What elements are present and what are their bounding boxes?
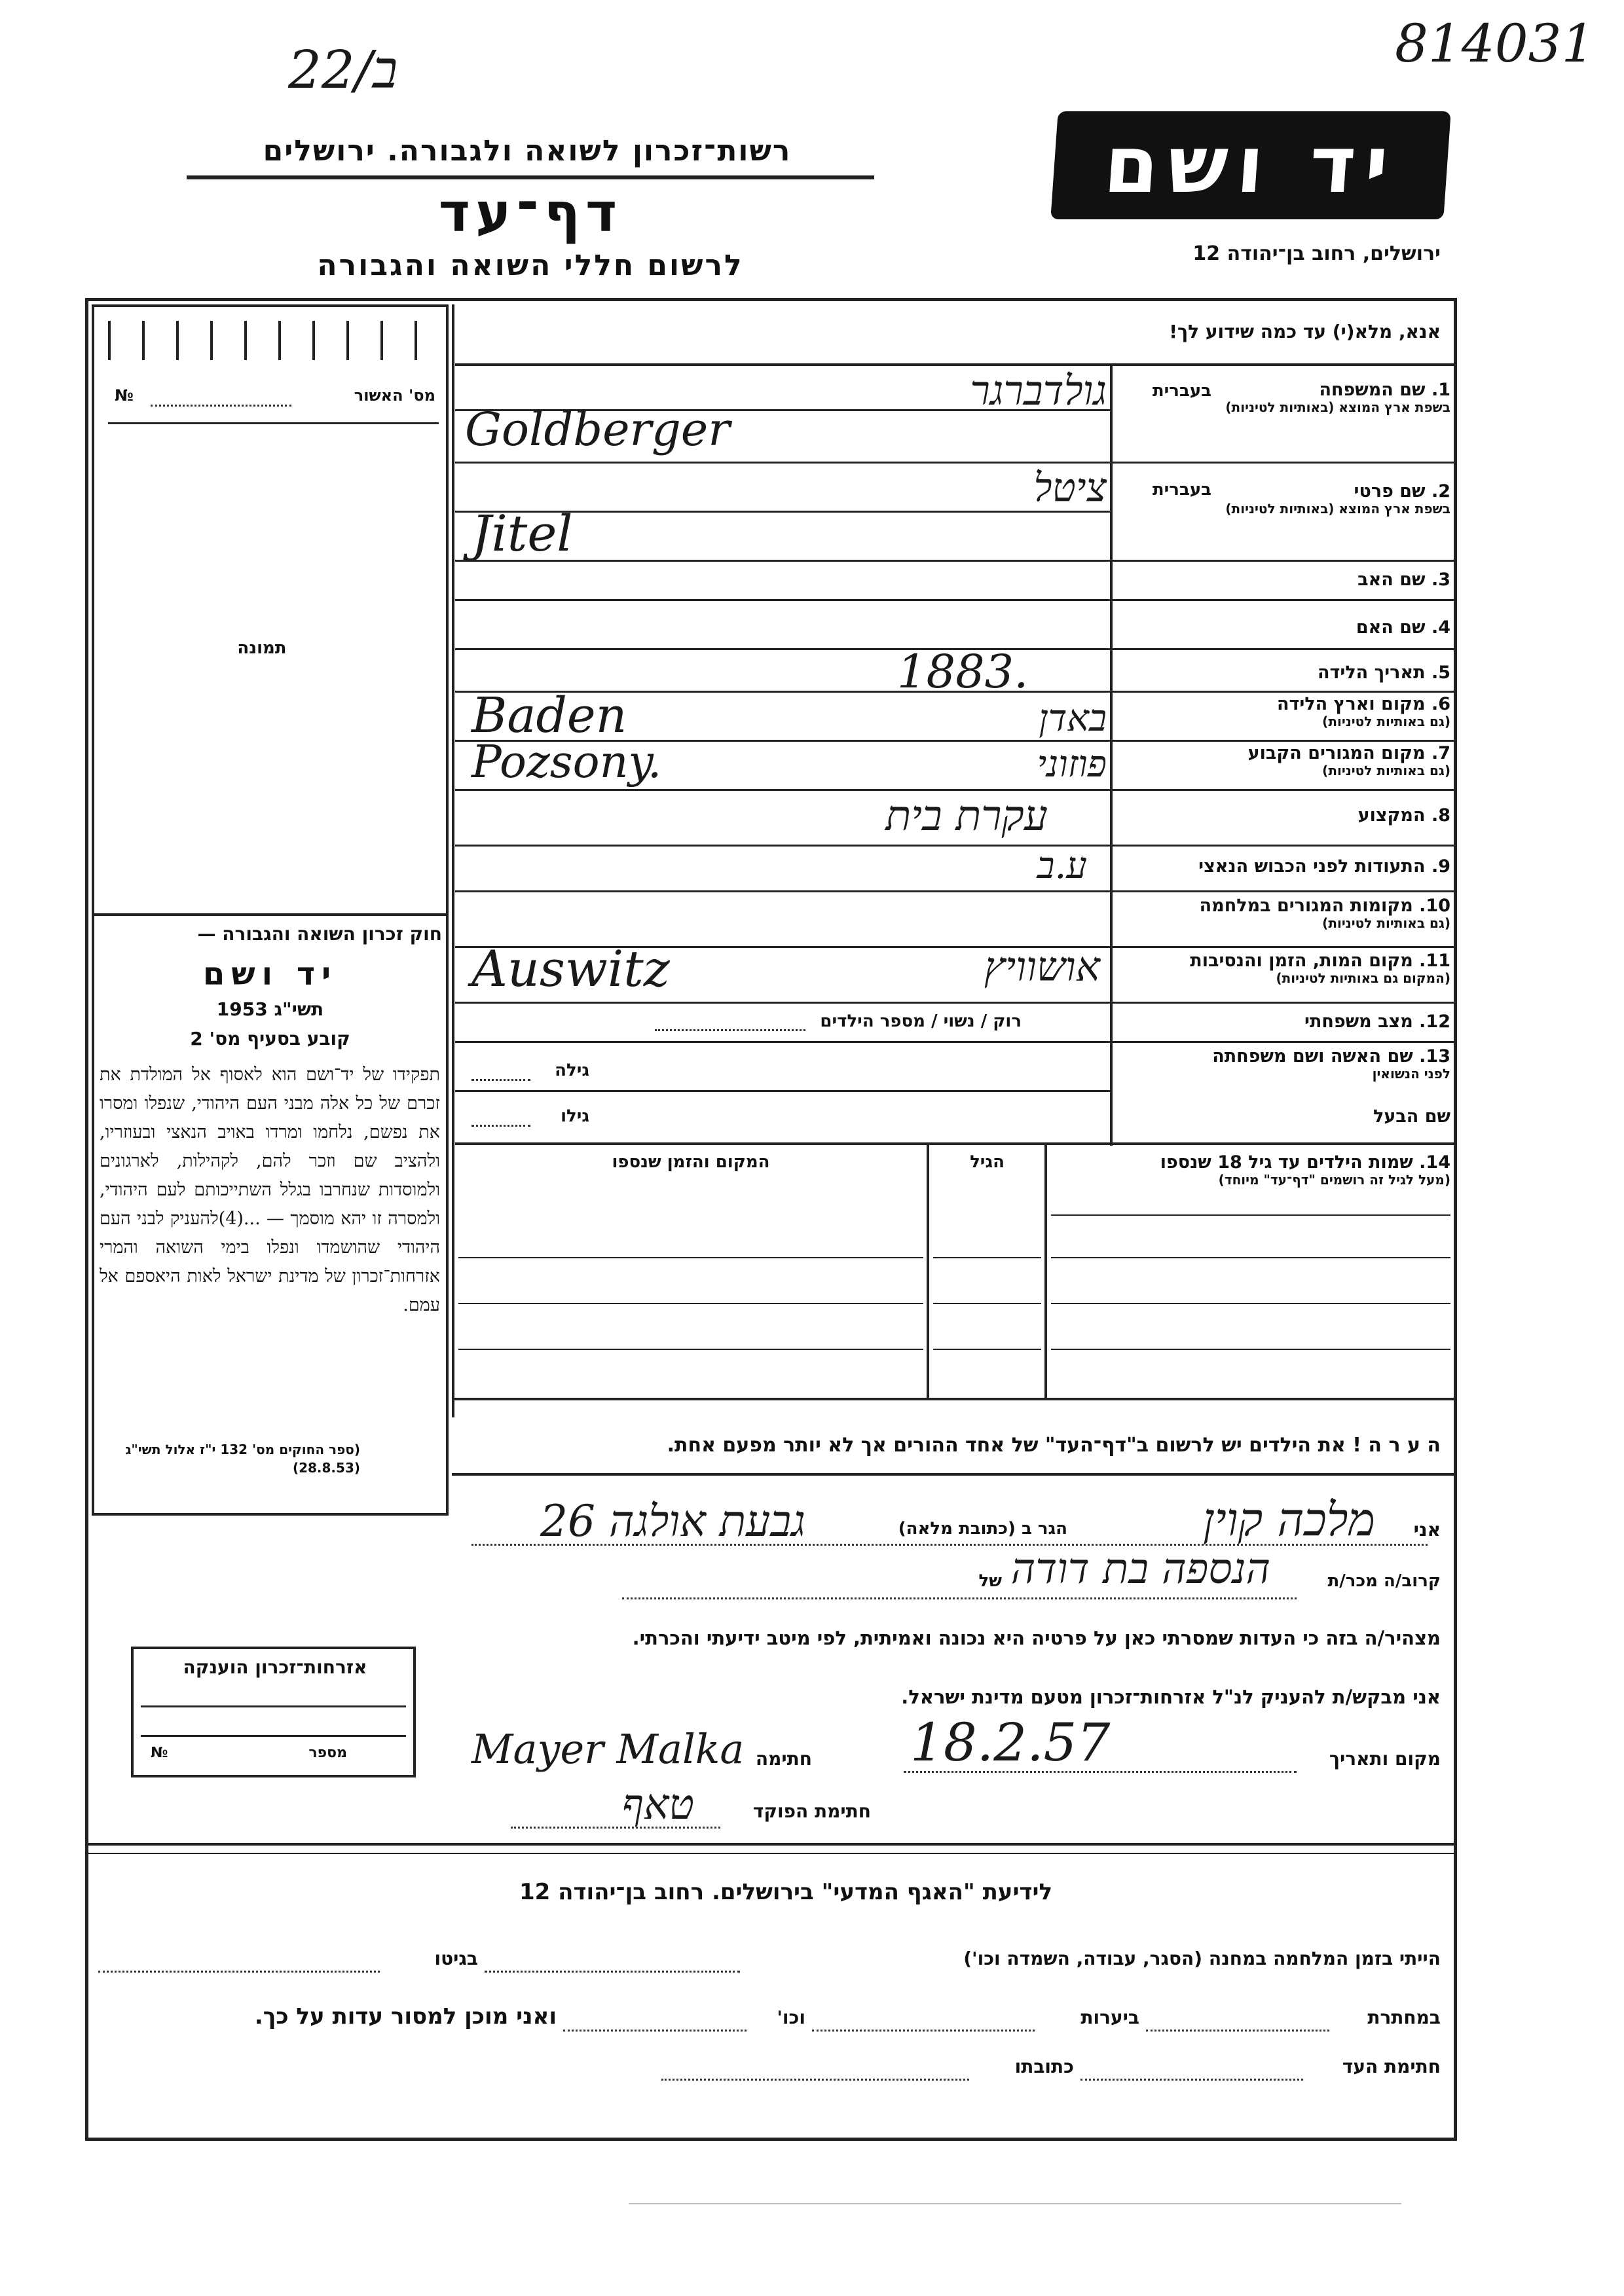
declaration-address-label: הגר ב (כתובת מלאה) [898, 1519, 1067, 1539]
field-8-text: המקצוע [1357, 805, 1426, 826]
field-3-text: שם האב [1357, 570, 1426, 590]
yad-vashem-logo [1050, 111, 1451, 219]
institute-line3-a: חתימת העד [1342, 2056, 1441, 2077]
photo-label: תמונה [237, 638, 287, 658]
field-1-sub: בשפת ארץ המוצא (באותיות לטיניות) [1225, 399, 1450, 416]
field-10-num: 10. [1419, 896, 1450, 916]
form-instruction: אנא, מלא(י) עד כמה שידוע לך! [1169, 321, 1441, 342]
field-5-value[interactable]: 1883. [897, 645, 1029, 699]
institute-line2-c: וכו' [777, 2007, 805, 2028]
law-name: יד ושם [202, 956, 338, 993]
field-3-label [1116, 570, 1450, 590]
institute-title: לידיעת "האגף המדעי" בירושלים. רחוב בן־יהודה 12 [519, 1879, 1053, 1905]
field-11-label [1116, 951, 1450, 986]
sidebar-panel [92, 304, 449, 1516]
relation-value[interactable]: הנספה בת דודה [1010, 1545, 1270, 1594]
children-num: 14. [1419, 1152, 1450, 1173]
institute-line2-d: ואני מוכן למסור עדות על כך. [254, 2003, 557, 2030]
field-12-text: מצב משפחתי [1304, 1011, 1413, 1032]
field-2-heb-tag: בעברית [1152, 480, 1211, 500]
declaration-statement: מצהיר/ה בזה כי העדות שמסרתי כאן על פרטיה היא נכונה ואמיתית, לפי מיטב ידיעתי והכרתי. [632, 1627, 1441, 1649]
husband-label: שם הבעל [1373, 1106, 1450, 1127]
date-value[interactable]: 18.2.57 [910, 1712, 1111, 1773]
field-11-num: 11. [1419, 951, 1450, 971]
field-7-sub: (גם באותיות לטיניות) [1322, 763, 1450, 779]
field-6-text: מקום וארץ הלידה [1276, 694, 1426, 714]
field-12-num: 12. [1419, 1011, 1450, 1032]
field-13-num: 13. [1419, 1046, 1450, 1066]
field-5-num: 5. [1431, 663, 1450, 683]
field-2-num: 2. [1431, 481, 1450, 501]
field-6-sub: (גם באותיות לטיניות) [1322, 714, 1450, 730]
field-1-heb-tag: בעברית [1152, 381, 1211, 401]
field-6-value-heb[interactable]: באדן [1039, 697, 1107, 740]
law-text: תפקידו של יד־ושם הוא לאסוף אל המולדת את זכרם של כל אלה מבני העם היהודי, שנפלו ומסרו את נפשם, נלחמו ומרדו באויב הנאצי ובעוזריו, ולהציב שם וזכר להם, לקהילות, לארגונים ולמוסדות שנחרבו בגלל השתייכותם לעם היהודי, ולמסרה זו יהא מוסמך — ...(4)להעניק לבני העם היהודי שהושמדו ונפלו בימי השואה והמרי אזרחות־זכרון של מדינת ישראל לאות היאספם אל עמם. [100, 1065, 440, 1315]
file-number: 814031 [1395, 13, 1595, 74]
relation-label: קרוב/ה מכר/ת [1327, 1571, 1441, 1591]
citizenship-number-label: מספר [308, 1745, 347, 1761]
field-7-value-heb[interactable]: פוזוני [1037, 743, 1107, 786]
field-1-value-lat[interactable]: Goldberger [465, 403, 730, 456]
children-text: שמות הילדים עד גיל 18 שנספו [1160, 1152, 1413, 1173]
field-10-text: מקומות המגורים במלחמה [1199, 896, 1413, 916]
field-1-num: 1. [1431, 380, 1450, 400]
husband-age-label: גילו [561, 1106, 589, 1126]
field-13-age-label: גילה [555, 1061, 589, 1080]
signature-value[interactable]: Mayer Malka [471, 1725, 745, 1773]
children-place-col: המקום והזמן שנספו [612, 1152, 770, 1172]
law-year: תשי"ג 1953 [216, 998, 324, 1020]
law-reference: (ספר החוקים מס' 132 י"ז אלול תשי"ג (28.8.53) [125, 1442, 360, 1476]
field-7-text: מקום המגורים הקבוע [1247, 743, 1426, 763]
institute-line1-a: הייתי בזמן המלחמה במחנה (הסגר, עבודה, השמדה וכו') [963, 1948, 1441, 1969]
authority-title: רשות־זכרון לשואה ולגבורה. ירושלים [263, 134, 792, 168]
field-7-label [1116, 743, 1450, 778]
field-9-label [1116, 856, 1450, 877]
field-2-value-lat[interactable]: Jitel [471, 504, 573, 562]
citizenship-number-mark: № [151, 1745, 168, 1761]
field-6-label [1116, 694, 1450, 729]
field-9-value[interactable]: ע.ב [1037, 845, 1087, 887]
field-11-sub: (המקום גם באותיות לטיניות) [1276, 970, 1450, 987]
witness-name[interactable]: מלכה קוין [1202, 1493, 1375, 1546]
field-8-label [1116, 805, 1450, 826]
field-10-label [1116, 896, 1450, 931]
field-11-value-lat[interactable]: Auswitz [471, 939, 670, 998]
field-5-text: תאריך הלידה [1317, 663, 1426, 683]
officer-label: חתימת הפוקד [752, 1800, 871, 1822]
cert-no-mark: № [115, 386, 134, 405]
institute-line2-b: ביערות [1080, 2007, 1139, 2028]
field-12-options: רוק / נשוי / מספר הילדים [820, 1011, 1022, 1031]
handwritten-page-number: 22/ב [288, 39, 398, 100]
field-8-num: 8. [1431, 805, 1450, 826]
field-6-num: 6. [1431, 694, 1450, 714]
field-4-label [1116, 617, 1450, 638]
field-12-label [1116, 1011, 1450, 1032]
field-4-num: 4. [1431, 617, 1450, 638]
children-note: ה ע ר ה ! את הילדים יש לרשום ב"דף־העד" של אחד ההורים אך לא יותר מפעם אחת. [667, 1434, 1441, 1457]
field-10-sub: (גם באותיות לטיניות) [1322, 915, 1450, 932]
institute-line3-b: כתובתו [1014, 2056, 1074, 2077]
field-4-text: שם האם [1356, 617, 1426, 638]
field-2-text: שם פרטי [1354, 481, 1426, 501]
declaration-request: אני מבקש/ת להעניק לנ"ל אזרחות־זכרון מטעם מדינת ישראל. [901, 1686, 1441, 1708]
citizenship-box-title: אזרחות־זכרון הוענקה [183, 1656, 367, 1678]
field-3-num: 3. [1431, 570, 1450, 590]
field-7-num: 7. [1431, 743, 1450, 763]
form-purpose: לרשום חללי השואה והגבורה [317, 249, 744, 282]
law-clause: קובע בסעיף מס' 2 [190, 1028, 350, 1049]
cert-tick-marks [108, 321, 435, 360]
field-8-value[interactable]: עקרת בית [885, 792, 1048, 841]
law-title: חוק זכרון השואה והגבורה — [197, 923, 442, 945]
field-1-value-heb[interactable]: גולדברגר [970, 367, 1107, 414]
field-2-sub: בשפת ארץ המוצא (באותיות לטיניות) [1225, 501, 1450, 517]
relation-of: של [978, 1571, 1002, 1591]
children-age-col: הגיל [970, 1152, 1005, 1172]
cert-no-label: מס' האשור [354, 386, 435, 405]
children-label [1051, 1152, 1450, 1188]
field-9-num: 9. [1431, 856, 1450, 877]
logo-text: יד ושם [1101, 120, 1401, 211]
children-sub: (מעל לגיל זה רושמים "דף־עד" מיוחד) [1218, 1172, 1450, 1188]
address: ירושלים, רחוב בן־יהודה 12 [1192, 242, 1441, 265]
field-1-text: שם המשפחה [1319, 380, 1426, 400]
field-2-value-heb[interactable]: ציטל [1033, 465, 1107, 511]
field-6-value-lat[interactable]: Baden [471, 687, 627, 744]
place-date-label: מקום ותאריך [1329, 1748, 1441, 1770]
field-5-label [1116, 663, 1450, 683]
field-11-value-heb[interactable]: אושוויץ [984, 943, 1100, 991]
declaration-ani: אני [1413, 1519, 1441, 1540]
officer-signature[interactable]: טאף [621, 1781, 694, 1829]
signature-label: חתימה [755, 1748, 812, 1770]
witness-address[interactable]: גבעת אולגה 26 [540, 1496, 805, 1546]
field-13-sub: לפני הנשואין [1372, 1066, 1450, 1082]
institute-line2-a: במחתרת [1367, 2007, 1441, 2028]
institute-line1-b: בגיטו [434, 1948, 478, 1969]
form-title: דף־עד [438, 182, 623, 244]
field-13-label [1116, 1046, 1450, 1082]
field-11-text: מקום המות, הזמן והנסיבות [1190, 951, 1413, 971]
field-9-text: התעודות לפני הכבוש הנאצי [1198, 856, 1426, 877]
field-13-text: שם האשה ושם משפחתה [1212, 1046, 1413, 1066]
field-7-value-lat[interactable]: Pozsony. [471, 737, 662, 788]
